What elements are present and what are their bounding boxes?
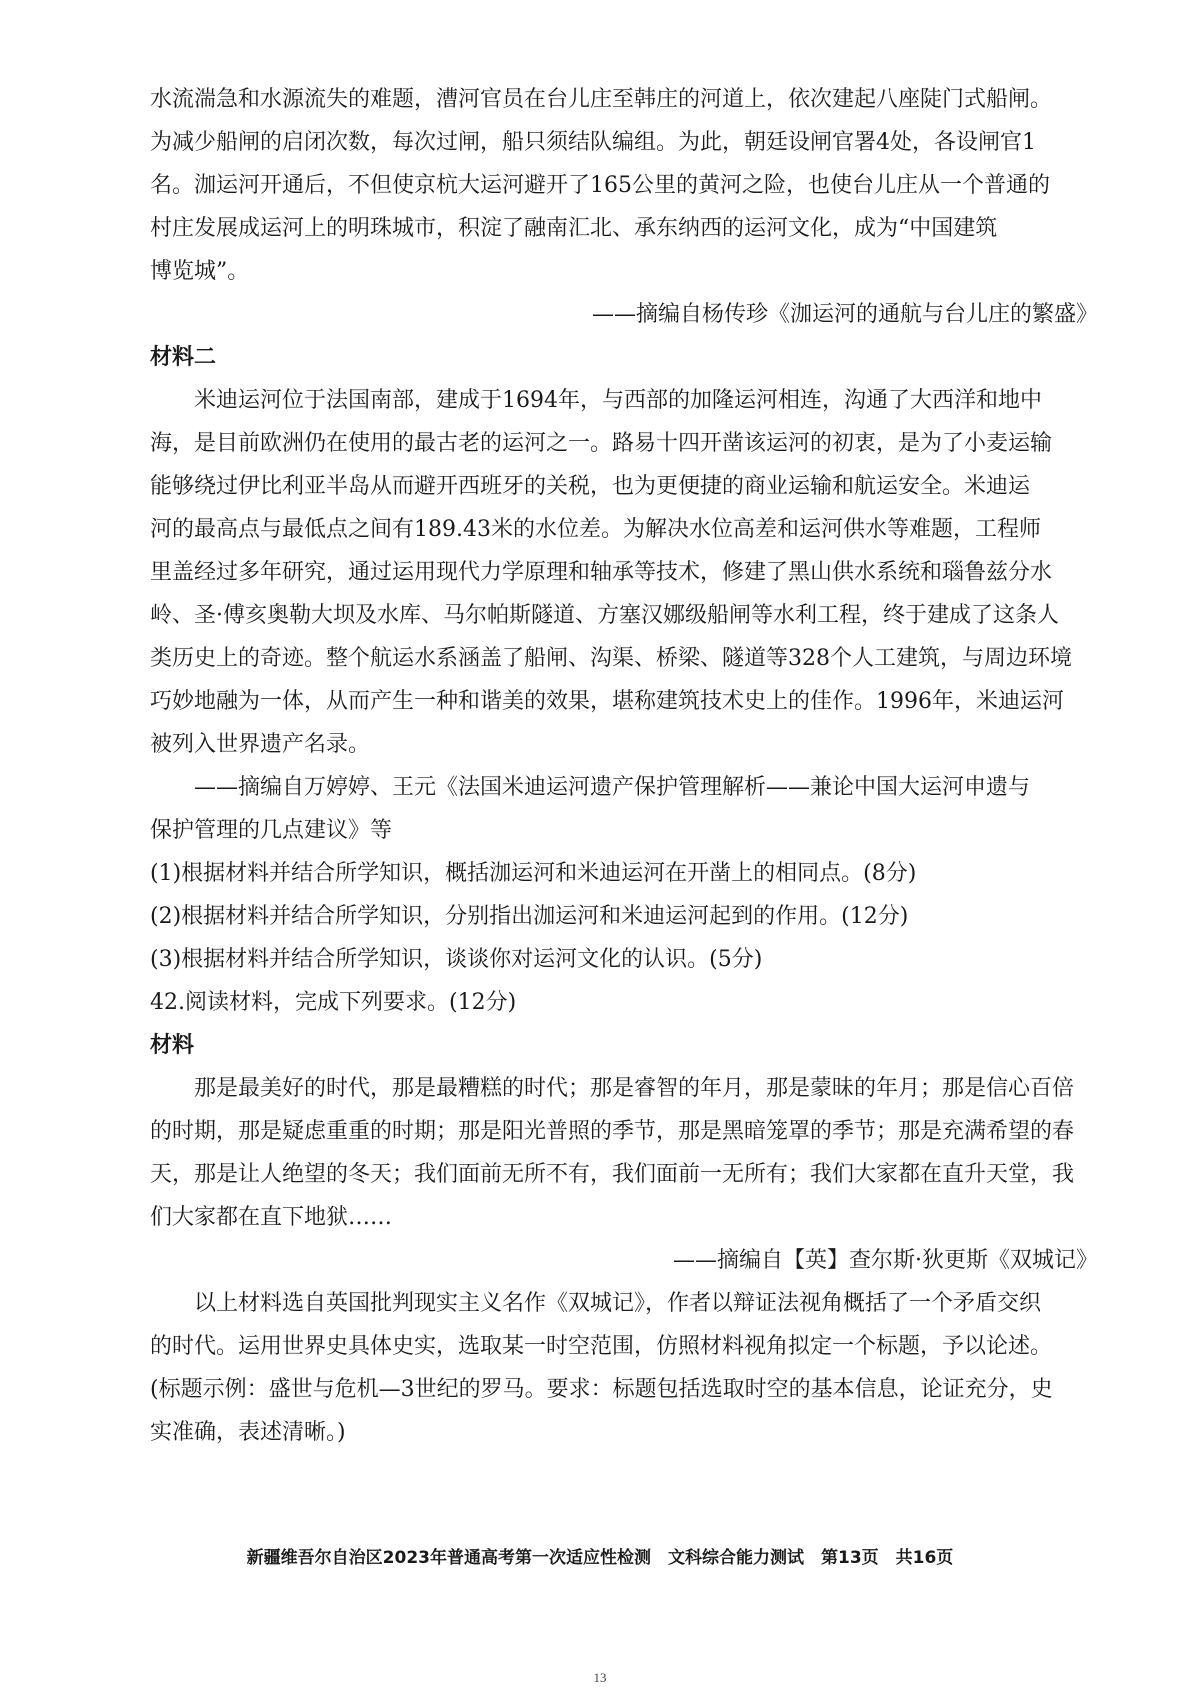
- page-footer: 新疆维吾尔自治区2023年普通高考第一次适应性检测 文科综合能力测试 第13页 共16页: [246, 1548, 954, 1568]
- text-line: 岭、圣·傅亥奥勒大坝及水库、马尔帕斯隧道、方塞汉娜级船闸等水利工程，终于建成了这条人: [150, 603, 1059, 628]
- document-body: [150, 78, 1098, 1454]
- text-line: 为减少船闸的启闭次数，每次过闸，船只须结队编组。为此，朝廷设闸官署4处，各设闸官1: [150, 130, 1036, 155]
- text-line: ——摘编自万婷婷、王元《法国米迪运河遗产保护管理解析——兼论中国大运河申遗与: [194, 775, 1031, 800]
- section-heading: 材料二: [150, 344, 217, 370]
- text-line: 天，那是让人绝望的冬天；我们面前无所不有，我们面前一无所有；我们大家都在直升天堂，我: [150, 1162, 1075, 1187]
- source-citation: ——摘编自杨传珍《泇运河的通航与台儿庄的繁盛》: [591, 302, 1098, 327]
- text-line: 们大家都在直下地狱……: [150, 1205, 393, 1230]
- text-line: 村庄发展成运河上的明珠城市，积淀了融南汇北、承东纳西的运河文化，成为“中国建筑: [150, 216, 998, 241]
- text-line: 海，是目前欧洲仍在使用的最古老的运河之一。路易十四开凿该运河的初衷，是为了小麦运输: [150, 431, 1053, 456]
- text-line: 里盖经过多年研究，通过运用现代力学原理和轴承等技术，修建了黑山供水系统和瑙鲁兹分水: [150, 560, 1053, 585]
- text-line: 的时代。运用世界史具体史实，选取某一时空范围，仿照材料视角拟定一个标题，予以论述。: [150, 1334, 1053, 1359]
- text-line: (标题示例：盛世与危机—3世纪的罗马。要求：标题包括选取时空的基本信息，论证充分，史: [150, 1377, 1053, 1402]
- source-citation: ——摘编自【英】查尔斯·狄更斯《双城记》: [673, 1248, 1098, 1273]
- text-line: 河的最高点与最低点之间有189.43米的水位差。为解决水位高差和运河供水等难题，工程师: [150, 517, 1041, 542]
- text-line: 的时期，那是疑虑重重的时期；那是阳光普照的季节，那是黑暗笼罩的季节；那是充满希望的春: [150, 1119, 1075, 1144]
- text-line: 被列入世界遗产名录。: [150, 732, 371, 757]
- text-line: 实准确，表述清晰。): [150, 1420, 346, 1445]
- text-line: 42.阅读材料，完成下列要求。(12分): [150, 990, 517, 1015]
- text-line: 以上材料选自英国批判现实主义名作《双城记》，作者以辩证法视角概括了一个矛盾交织: [194, 1291, 1042, 1316]
- section-heading: 材料: [150, 1032, 195, 1058]
- text-line: 水流湍急和水源流失的难题，漕河官员在台儿庄至韩庄的河道上，依次建起八座陡门式船闸。: [150, 87, 1053, 112]
- text-line: (1)根据材料并结合所学知识，概括泇运河和米迪运河在开凿上的相同点。(8分): [150, 861, 917, 886]
- text-line: 名。泇运河开通后，不但使京杭大运河避开了165公里的黄河之险，也使台儿庄从一个普通的: [150, 173, 1050, 198]
- text-line: (2)根据材料并结合所学知识，分别指出泇运河和米迪运河起到的作用。(12分): [150, 904, 909, 929]
- text-line: (3)根据材料并结合所学知识，谈谈你对运河文化的认识。(5分): [150, 947, 763, 972]
- text-line: 博览城”。: [150, 259, 250, 284]
- text-line: 巧妙地融为一体，从而产生一种和谐美的效果，堪称建筑技术史上的佳作。1996年，米迪运河: [150, 689, 1064, 714]
- text-line: 保护管理的几点建议》等: [150, 818, 393, 843]
- text-line: 类历史上的奇迹。整个航运水系涵盖了船闸、沟渠、桥梁、隧道等328个人工建筑，与周边环境: [150, 646, 1072, 671]
- page-number: 13: [593, 1670, 607, 1685]
- text-line: 能够绕过伊比利亚半岛从而避开西班牙的关税，也为更便捷的商业运输和航运安全。米迪运: [150, 474, 1031, 499]
- text-line: 米迪运河位于法国南部，建成于1694年，与西部的加隆运河相连，沟通了大西洋和地中: [194, 388, 1042, 413]
- text-line: 那是最美好的时代，那是最糟糕的时代；那是睿智的年月，那是蒙昧的年月；那是信心百倍: [194, 1076, 1075, 1101]
